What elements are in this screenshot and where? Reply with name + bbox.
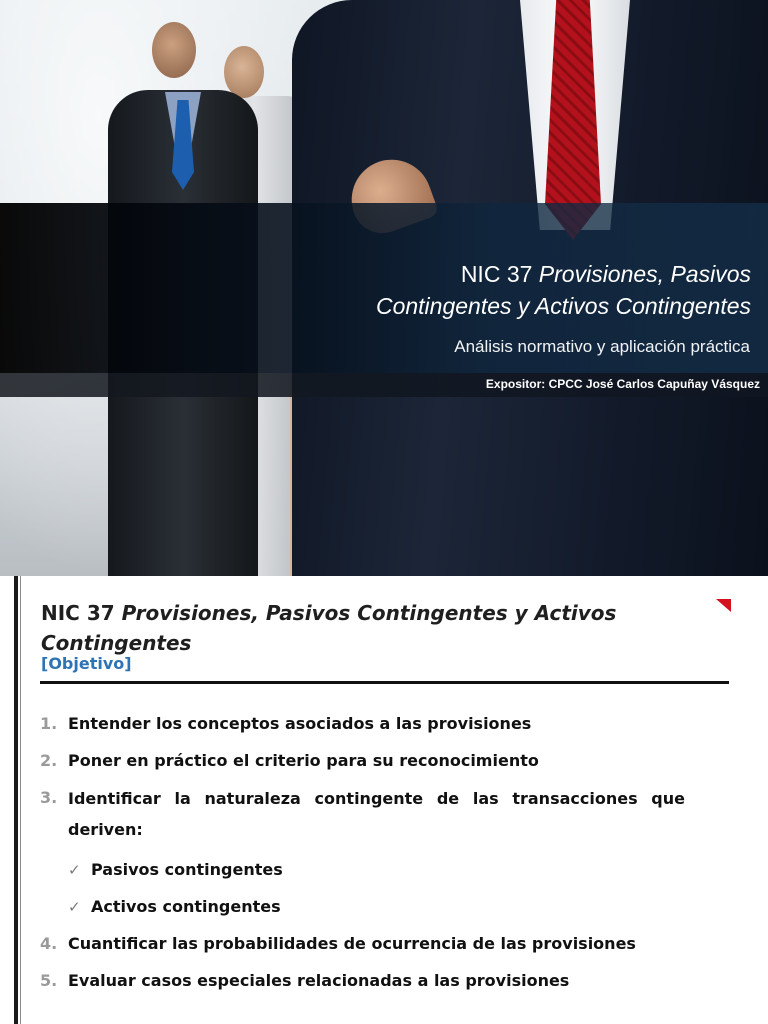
list-item xyxy=(40,786,685,845)
left-border-line xyxy=(20,576,21,1024)
objectives-list xyxy=(40,712,685,1006)
item-text: Cuantificar las probabilidades de ocurrencia de las provisiones xyxy=(68,934,636,953)
list-item xyxy=(40,969,685,993)
item-text: Evaluar casos especiales relacionadas a las provisiones xyxy=(68,971,570,990)
title-italic-line1: Provisiones, Pasivos xyxy=(538,261,751,287)
objectives-title xyxy=(41,598,681,658)
objectives-title-code: NIC 37 xyxy=(41,601,115,625)
slide-title xyxy=(151,258,751,322)
list-item xyxy=(40,749,685,773)
title-italic-line2: Contingentes y Activos Contingentes xyxy=(375,293,751,319)
objectives-slide xyxy=(0,576,768,1024)
list-item xyxy=(40,932,685,956)
presenter-name: Expositor: CPCC José Carlos Capuñay Vásquez xyxy=(485,377,760,391)
item-number: 3. xyxy=(40,788,58,807)
title-code: NIC 37 xyxy=(460,261,533,287)
item-text: Identificar la naturaleza contingente de las transacciones que deriven: xyxy=(68,789,685,839)
left-border-bar xyxy=(14,576,18,1024)
objectives-title-italic: Provisiones, Pasivos Contingentes y Activos Contingentes xyxy=(41,601,617,655)
item-number: 2. xyxy=(40,751,58,770)
item-number: 4. xyxy=(40,934,58,953)
sub-item-text: Pasivos contingentes xyxy=(91,860,283,879)
checkmark-icon: ✓ xyxy=(68,898,81,916)
background-person-head xyxy=(224,46,264,98)
list-item xyxy=(40,712,685,736)
sub-list-item xyxy=(68,895,685,919)
title-divider xyxy=(40,681,729,684)
item-text: Entender los conceptos asociados a las provisiones xyxy=(68,714,532,733)
checkmark-icon: ✓ xyxy=(68,861,81,879)
item-number: 5. xyxy=(40,971,58,990)
item-number: 1. xyxy=(40,714,58,733)
slide-subtitle: Análisis normativo y aplicación práctica xyxy=(454,337,750,356)
background-businessman-head xyxy=(152,22,196,78)
red-corner-mark-icon xyxy=(716,599,731,612)
sub-list-item xyxy=(68,858,685,882)
sub-item-text: Activos contingentes xyxy=(91,897,281,916)
section-tag: [Objetivo] xyxy=(41,654,132,673)
item-text: Poner en práctico el criterio para su reconocimiento xyxy=(68,751,539,770)
